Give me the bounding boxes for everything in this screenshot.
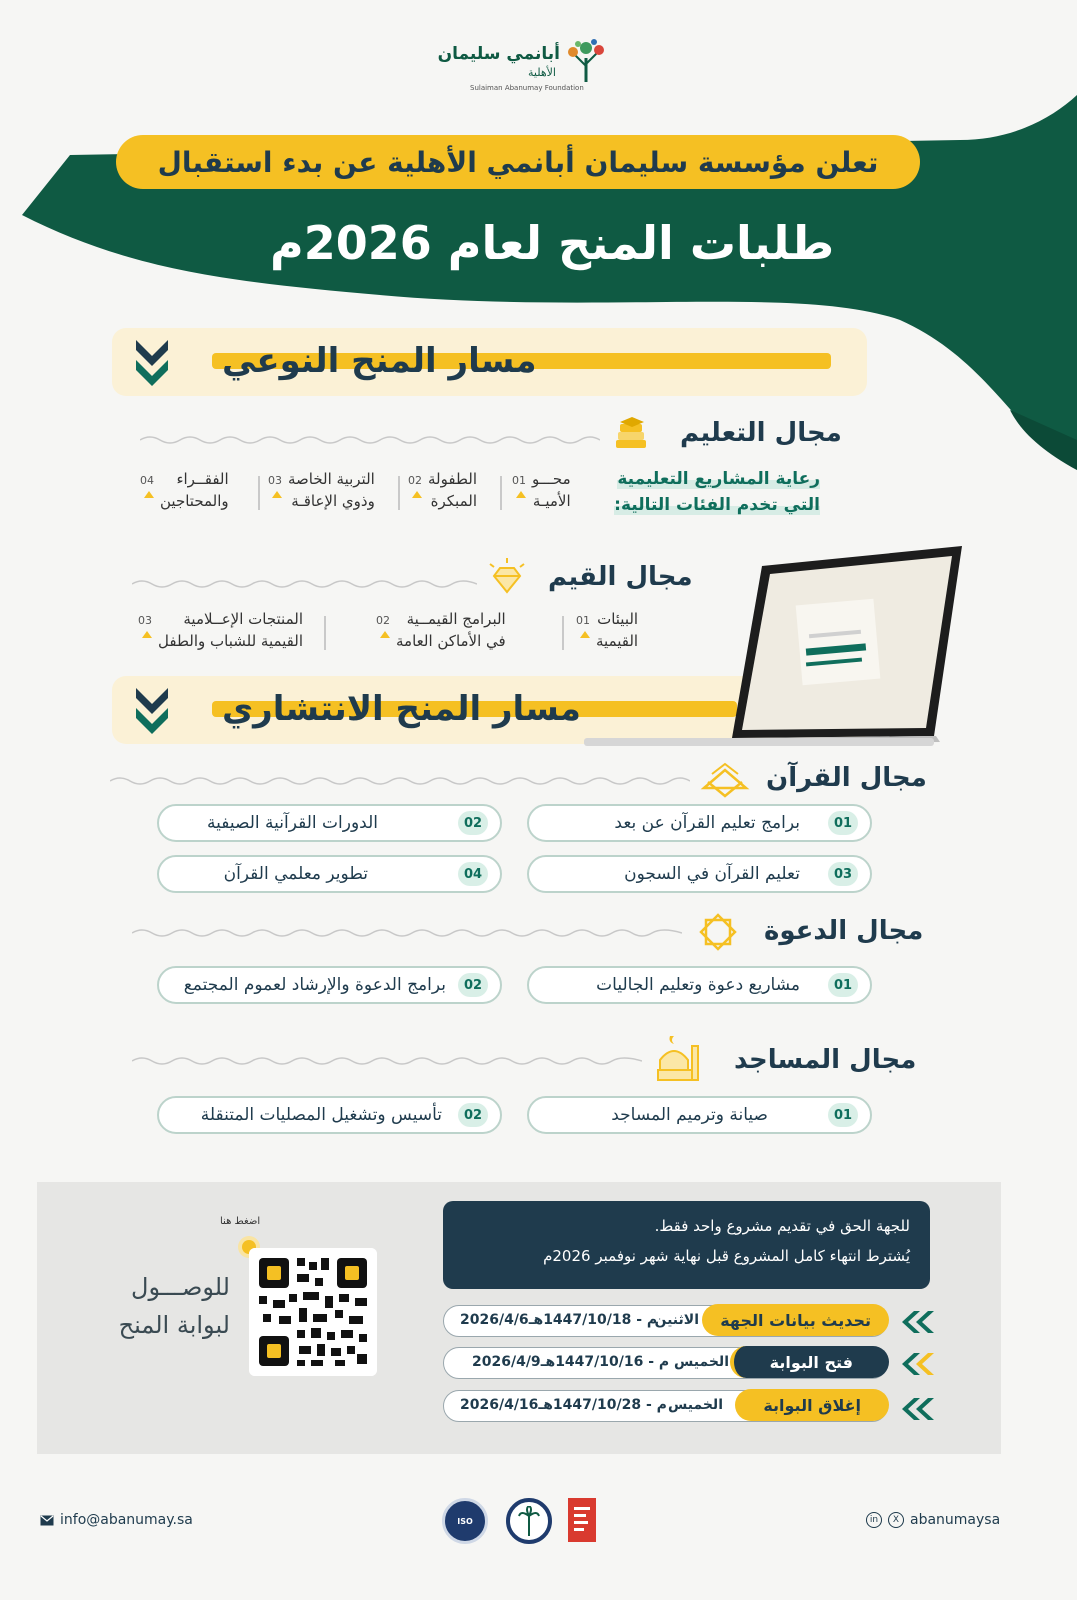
footer-email[interactable] xyxy=(40,1512,193,1528)
qualitative-track-banner xyxy=(112,328,867,396)
item-text: تطوير معلمي القرآن xyxy=(223,864,368,884)
double-chevron-left-icon xyxy=(898,1309,934,1335)
social-handle: abanumaysa xyxy=(910,1512,1001,1528)
values-item-num: 03 xyxy=(138,614,152,627)
divider xyxy=(562,616,564,650)
iso-badge-icon: ISO xyxy=(442,1498,488,1544)
values-item-num: 02 xyxy=(376,614,390,627)
gptw-badge-icon xyxy=(568,1498,596,1542)
item-number-badge: 03 xyxy=(828,862,858,886)
item-number-badge: 04 xyxy=(458,862,488,886)
education-item-4 xyxy=(140,468,229,512)
quran-item-2 xyxy=(157,804,502,842)
education-item-text: التربية الخاصة وذوي الإعاقـة xyxy=(288,470,375,510)
click-here-label: اضغط هنا xyxy=(220,1216,261,1227)
mosques-item-2 xyxy=(157,1096,502,1134)
quran-field-title: مجال القرآن xyxy=(766,763,927,793)
laptop-illustration xyxy=(584,542,970,748)
dawah-field-title: مجال الدعوة xyxy=(764,916,924,946)
triangle-icon xyxy=(412,491,422,498)
education-description-line1: رعاية المشاريع التعليمية xyxy=(617,469,820,489)
values-field-title: مجال القيم xyxy=(548,562,693,592)
triangle-icon xyxy=(142,631,152,638)
linkedin-icon[interactable]: in xyxy=(866,1512,882,1528)
education-item-num: 02 xyxy=(408,474,422,487)
double-chevron-down-icon xyxy=(134,682,170,738)
diamond-icon xyxy=(484,556,530,602)
item-text: برامج الدعوة والإرشاد لعموم المجتمع xyxy=(183,975,446,995)
dawah-item-1 xyxy=(527,966,872,1004)
item-number-badge: 01 xyxy=(828,811,858,835)
education-item-text: الطفولة المبكرة xyxy=(428,470,477,510)
date-row-open xyxy=(443,1347,888,1379)
education-item-1 xyxy=(512,468,571,512)
item-text: مشاريع دعوة وتعليم الجاليات xyxy=(596,975,800,995)
item-number-badge: 01 xyxy=(828,973,858,997)
logo-english-name: Sulaiman Abanumay Foundation xyxy=(470,84,584,92)
double-chevron-left-icon xyxy=(898,1351,934,1377)
item-text: الدورات القرآنية الصيفية xyxy=(207,813,378,833)
date-label: تحديث بيانات الجهة xyxy=(702,1304,889,1336)
quality-badge-icon xyxy=(506,1498,552,1544)
footer-social[interactable] xyxy=(866,1512,1000,1528)
divider xyxy=(500,476,502,510)
quran-item-3 xyxy=(527,855,872,893)
item-text: تعليم القرآن في السجون xyxy=(624,864,800,884)
notice-box xyxy=(443,1201,930,1289)
spread-track-title: مسار المنح الانتشاري xyxy=(222,689,581,729)
tree-logo-icon xyxy=(562,36,610,84)
email-text: info@abanumay.sa xyxy=(60,1512,193,1528)
wavy-divider xyxy=(132,578,477,590)
qr-code[interactable] xyxy=(249,1248,377,1376)
portal-line1: للوصـــول xyxy=(131,1273,230,1301)
star-icon xyxy=(696,910,740,954)
wavy-divider xyxy=(110,775,690,787)
education-item-num: 04 xyxy=(140,474,154,487)
double-chevron-down-icon xyxy=(134,334,170,390)
date-day: الخميس xyxy=(667,1397,723,1413)
triangle-icon xyxy=(272,491,282,498)
mosque-icon xyxy=(654,1030,702,1082)
quran-icon xyxy=(700,760,750,800)
date-row-close xyxy=(443,1390,888,1422)
wavy-divider xyxy=(132,927,682,939)
values-item-num: 01 xyxy=(576,614,590,627)
date-label: فتح البوابة xyxy=(730,1346,889,1378)
education-description xyxy=(600,466,820,518)
date-value: 2026/4/16م - 1447/10/28هـ xyxy=(460,1397,667,1413)
divider xyxy=(398,476,400,510)
item-number-badge: 02 xyxy=(458,1103,488,1127)
values-item-text: البيئات القيمية xyxy=(596,610,639,650)
mail-icon xyxy=(40,1515,54,1526)
certification-badges xyxy=(442,1496,602,1548)
values-item-2 xyxy=(376,608,506,652)
quran-item-1 xyxy=(527,804,872,842)
education-item-2 xyxy=(408,468,477,512)
education-item-3 xyxy=(268,468,375,512)
x-icon[interactable]: X xyxy=(888,1512,904,1528)
wavy-divider xyxy=(132,1055,642,1067)
triangle-icon xyxy=(380,631,390,638)
double-chevron-left-icon xyxy=(898,1396,934,1422)
date-label: إغلاق البوابة xyxy=(735,1389,889,1421)
announcement-banner: تعلن مؤسسة سليمان أبانمي الأهلية عن بدء استقبال xyxy=(116,135,920,189)
gptw-mark-icon xyxy=(572,1505,592,1535)
logo-arabic-sub: الأهلية xyxy=(528,66,556,79)
date-row-update xyxy=(443,1305,888,1337)
mosques-field-title: مجال المساجد xyxy=(734,1045,917,1075)
triangle-icon xyxy=(516,491,526,498)
education-description-line2: التي تخدم الفئات التالية: xyxy=(614,495,820,515)
values-item-3 xyxy=(138,608,303,652)
education-item-num: 03 xyxy=(268,474,282,487)
foundation-logo xyxy=(437,36,610,98)
item-number-badge: 01 xyxy=(828,1103,858,1127)
divider xyxy=(258,476,260,510)
item-text: تأسيس وتشغيل المصليات المتنقلة xyxy=(200,1105,442,1125)
item-number-badge: 02 xyxy=(458,973,488,997)
palm-tree-icon xyxy=(517,1506,541,1536)
date-value: 2026/4/6م - 1447/10/18هـ xyxy=(460,1312,658,1328)
education-item-text: محـــو الأميـة xyxy=(532,470,571,510)
date-value: 2026/4/9م - 1447/10/16هـ xyxy=(472,1354,670,1370)
item-text: صيانة وترميم المساجد xyxy=(611,1105,768,1125)
values-item-text: المنتجات الإعــلامية القيمية للشباب والطفل xyxy=(158,610,303,650)
qualitative-track-title: مسار المنح النوعي xyxy=(222,341,537,381)
notice-line1: للجهة الحق في تقديم مشروع واحد فقط. xyxy=(654,1217,910,1235)
education-item-num: 01 xyxy=(512,474,526,487)
quran-item-4 xyxy=(157,855,502,893)
triangle-icon xyxy=(144,491,154,498)
logo-arabic-name: أبانمي سليمان xyxy=(437,44,560,64)
date-day: الاثنين xyxy=(654,1312,699,1328)
values-item-text: البرامج القيمــية في الأماكن العامة xyxy=(396,610,506,650)
page-title: طلبات المنح لعام 2026م xyxy=(270,216,835,270)
education-item-text: الفقــراء والمحتاجين xyxy=(160,470,229,510)
divider xyxy=(324,616,326,650)
mosques-item-1 xyxy=(527,1096,872,1134)
dawah-item-2 xyxy=(157,966,502,1004)
notice-line2: يُشترط انتهاء كامل المشروع قبل نهاية شهر نوفمبر 2026م xyxy=(543,1247,910,1265)
item-text: برامج تعليم القرآن عن بعد xyxy=(614,813,800,833)
portal-caption xyxy=(60,1268,230,1344)
item-number-badge: 02 xyxy=(458,811,488,835)
portal-line2: لبوابة المنح xyxy=(118,1311,230,1339)
wavy-divider xyxy=(140,434,600,446)
date-day: الخميس xyxy=(673,1354,729,1370)
education-field-title: مجال التعليم xyxy=(680,418,842,448)
books-icon xyxy=(612,414,652,454)
